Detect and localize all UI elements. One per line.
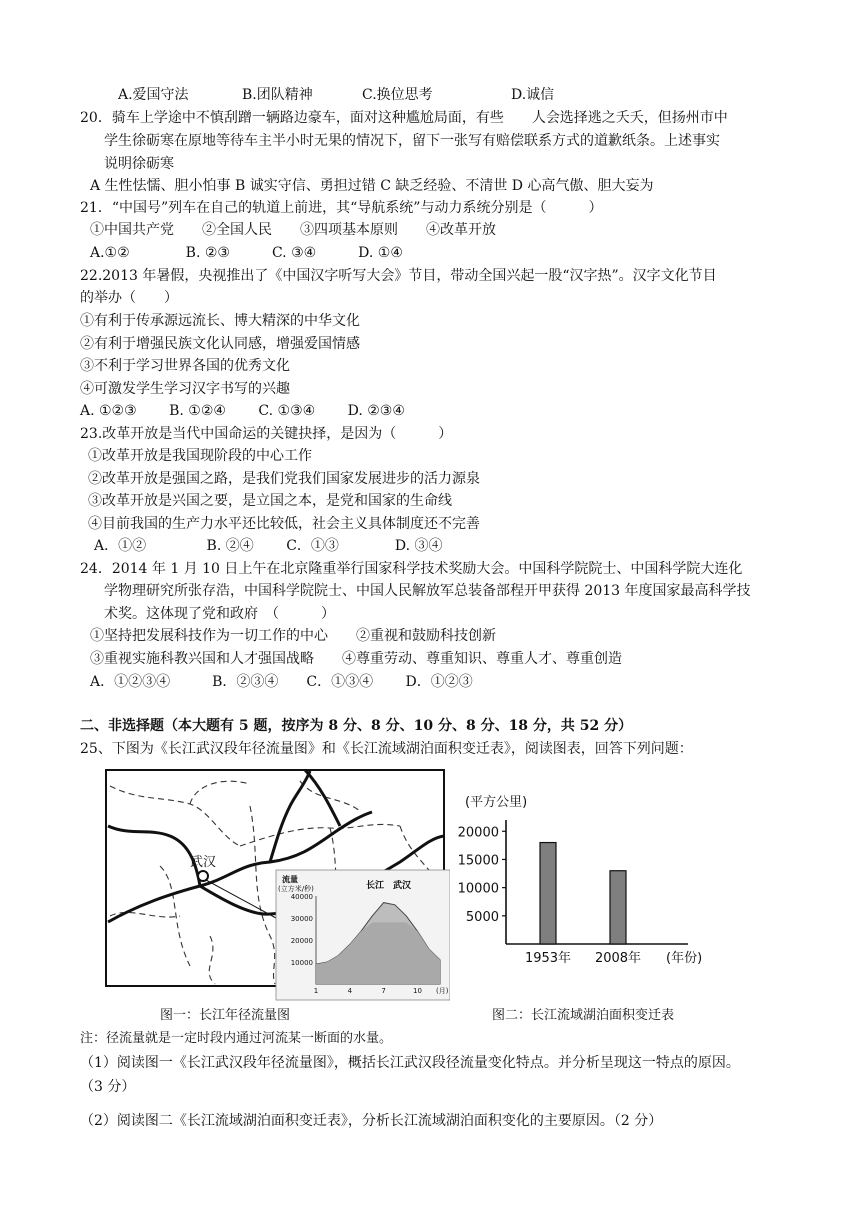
q24-item-2: ③重视实施科教兴国和人才强国战略 ④尊重劳动、尊重知识、尊重人才、尊重创造 (90, 651, 622, 667)
q21-items: ①中国共产党 ②全国人民 ③四项基本原则 ④改革开放 (90, 222, 496, 238)
inset-y-tick-label: 40000 (290, 893, 313, 901)
bar-y-tick-label: 10000 (457, 881, 499, 897)
inset-x-tick-label: 4 (347, 987, 353, 995)
runoff-inset-chart (276, 870, 450, 1000)
map-city-label: 武汉 (190, 855, 217, 870)
inset-ylabel-line2: (立方米/秒) (278, 885, 314, 893)
bar-ylabel: (平方公里) (465, 795, 528, 810)
figure-1-caption: 图一：长江年径流量图 (160, 1008, 291, 1023)
figure-2-caption: 图二：长江流域湖泊面积变迁表 (492, 1008, 675, 1023)
q22-stem-line1: 22.2013 年暑假，央视推出了《中国汉字听写大会》节目，带动全国兴起一股“汉字热”。汉字文化节目 (80, 268, 717, 284)
bar-2 (610, 871, 626, 944)
bar-1 (540, 843, 556, 944)
q22-stem-line2: 的举办（ ） (80, 290, 178, 306)
q20-stem-line3: 说明徐砺寒 (104, 156, 174, 172)
inset-x-tick-label: 1 (313, 987, 319, 995)
bar-category-label: 2008年 (594, 951, 642, 966)
bar-y-tick-label: 5000 (465, 909, 499, 925)
inset-ylabel-line1: 流量 (282, 875, 298, 884)
q25-sub1-line2: （3 分） (80, 1079, 136, 1095)
inset-y-tick-label: 30000 (290, 915, 313, 923)
yangtze-map-figure (100, 766, 450, 1002)
q24-stem-line3: 术奖。这体现了党和政府 （ ） (104, 606, 335, 622)
q23-item-3: ③改革开放是兴国之要，是立国之本，是党和国家的生命线 (88, 493, 452, 509)
wuhan-marker (198, 871, 208, 881)
inset-y-tick-label: 20000 (290, 937, 313, 945)
lake-area-bar-chart (450, 790, 710, 980)
q22-options: A. ①②③ B. ①②④ C. ①③④ D. ②③④ (80, 403, 405, 419)
q24-item-1: ①坚持把发展科技作为一切工作的中心 ②重视和鼓励科技创新 (90, 628, 496, 644)
q20-stem-line1: 20．骑车上学途中不慎刮蹭一辆路边豪车，面对这种尴尬局面，有些 人会选择逃之夭夭，但扬州市中 (80, 110, 728, 126)
bar-xlabel: (年份) (666, 951, 703, 966)
q24-options: A．①②③④ B．②③④ C．①③④ D．①②③ (90, 674, 473, 690)
q19-option-c: C.换位思考 (362, 87, 433, 103)
q25-stem: 25、下图为《长江武汉段年径流量图》和《长江流域湖泊面积变迁表》，阅读图表，回答下列问题： (80, 741, 693, 757)
q23-stem: 23.改革开放是当代中国命运的关键抉择，是因为（ ） (80, 426, 453, 442)
q20-options: A 生性怯懦、胆小怕事 B 诚实守信、勇担过错 C 缺乏经验、不清世 D 心高气傲、胆大妄为 (90, 178, 654, 194)
q19-option-a: A.爱国守法 (118, 87, 189, 103)
q22-item-2: ②有利于增强民族文化认同感，增强爱国情感 (80, 336, 360, 352)
q25-sub1-line1: （1）阅读图一《长江武汉段年径流量图》，概括长江武汉段径流量变化特点。并分析呈现这一特点的原因。 (80, 1055, 740, 1071)
q23-options: A．①② B. ②④ C．①③ D. ③④ (94, 538, 443, 554)
inset-y-tick-label: 10000 (290, 959, 313, 967)
bar-category-label: 1953年 (524, 951, 572, 966)
q25-sub2: （2）阅读图二《长江流域湖泊面积变迁表》，分析长江流域湖泊面积变化的主要原因。（2 分） (80, 1113, 663, 1129)
q19-option-d: D.诚信 (511, 87, 555, 103)
bar-y-tick-label: 15000 (457, 853, 499, 869)
bar-y-tick-label: 20000 (457, 825, 499, 841)
inset-x-tick-label: 10 (412, 987, 422, 995)
q21-options: A.①② B. ②③ C. ③④ D. ①④ (90, 245, 403, 261)
inset-chart-title: 长江 武汉 (366, 881, 412, 891)
q21-stem: 21．“中国号”列车在自己的轨道上前进，其“导航系统”与动力系统分别是（ ） (80, 200, 603, 216)
q23-item-1: ①改革开放是我国现阶段的中心工作 (88, 448, 312, 464)
inset-xlabel: (月) (436, 987, 449, 995)
q22-item-1: ①有利于传承源远流长、博大精深的中华文化 (80, 313, 360, 329)
inset-x-tick-label: 7 (381, 987, 386, 995)
q20-stem-line2: 学生徐砺寒在原地等待车主半小时无果的情况下，留下一张写有赔偿联系方式的道歉纸条。上述事实 (104, 133, 720, 149)
q24-stem-line1: 24．2014 年 1 月 10 日上午在北京隆重举行国家科学技术奖励大会。中国科学院院士、中国科学院大连化 (80, 561, 743, 577)
q19-option-b: B.团队精神 (242, 87, 313, 103)
q23-item-2: ②改革开放是强国之路，是我们党我们国家发展进步的活力源泉 (88, 471, 480, 487)
q22-item-3: ③不利于学习世界各国的优秀文化 (80, 358, 290, 374)
q23-item-4: ④目前我国的生产力水平还比较低，社会主义具体制度还不完善 (88, 516, 480, 532)
section-heading: 二、非选择题（本大题有 5 题，按序为 8 分、8 分、10 分、8 分、18 分，共 52 分） (80, 718, 633, 734)
q25-note: 注：径流量就是一定时段内通过河流某一断面的水量。 (80, 1031, 393, 1046)
q22-item-4: ④可激发学生学习汉字书写的兴趣 (80, 381, 290, 397)
q24-stem-line2: 学物理研究所张存浩，中国科学院院士、中国人民解放军总装备部程开甲获得 2013 年度国家最高科学技 (104, 583, 751, 599)
